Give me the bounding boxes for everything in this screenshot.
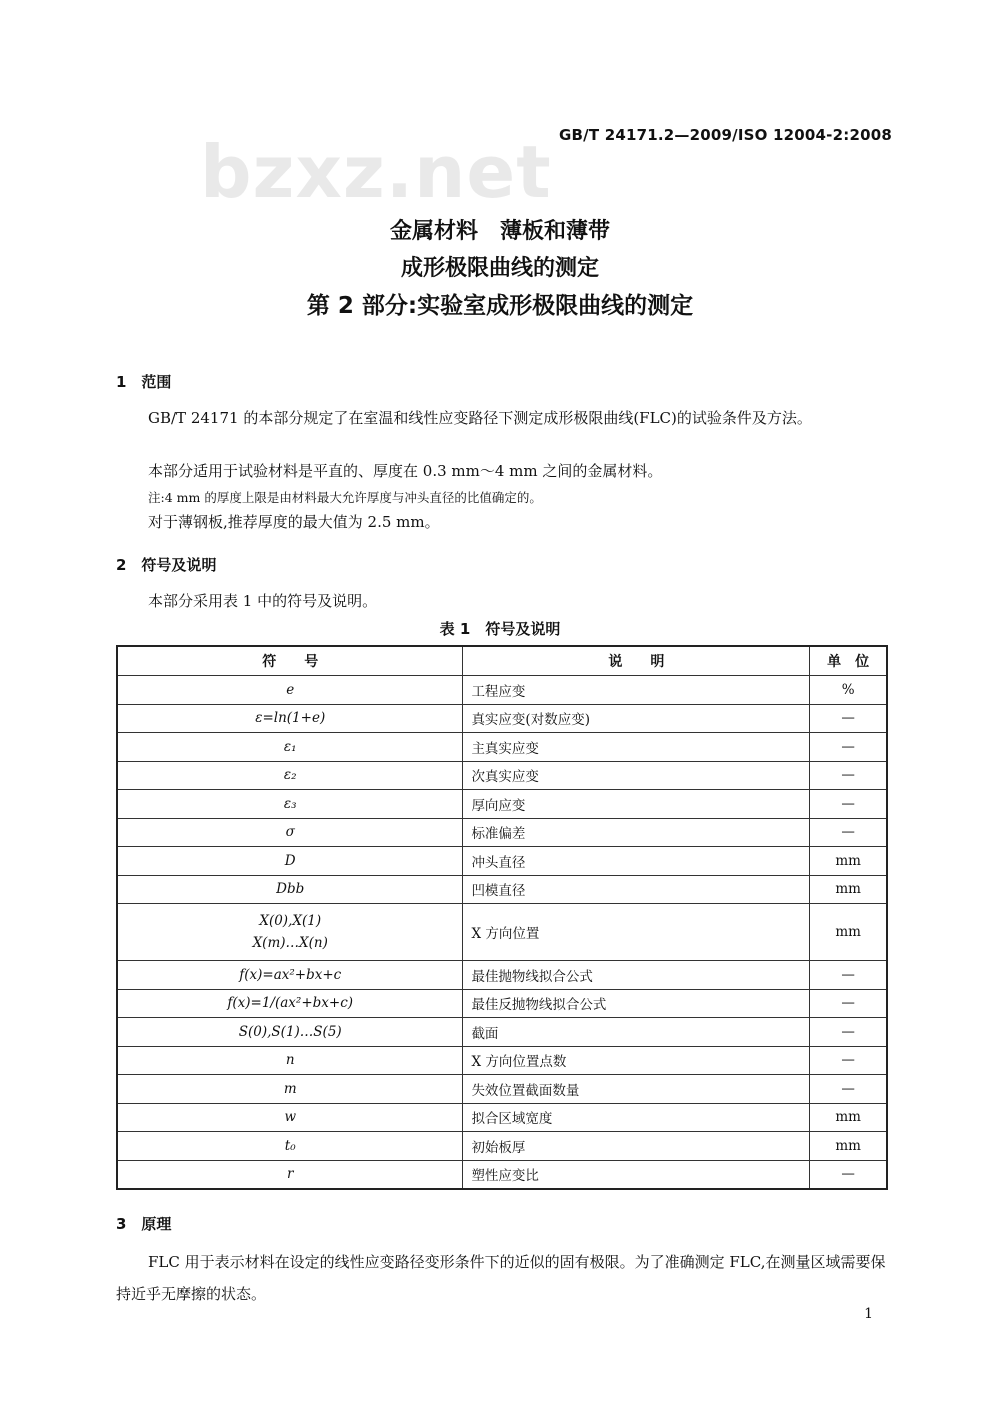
- section-1-paragraph-2: 本部分适用于试验材料是平直的、厚度在 0.3 mm～4 mm 之间的金属材料。: [148, 462, 663, 480]
- description-cell: 拟合区域宽度: [463, 1103, 810, 1132]
- description-cell: X 方向位置点数: [463, 1046, 810, 1075]
- symbol-cell: n: [117, 1046, 463, 1075]
- section-3-paragraph-1: FLC 用于表示材料在设定的线性应变路径变形条件下的近似的固有极限。为了准确测定 FLC,在测量区域需要保持近乎无摩擦的状态。: [116, 1253, 886, 1303]
- table-row: [117, 989, 887, 1018]
- section-2-heading: 2 符号及说明: [116, 556, 217, 574]
- description-cell: 初始板厚: [463, 1132, 810, 1161]
- symbol-cell: S(0),S(1)…S(5): [117, 1018, 463, 1047]
- table-row: [117, 961, 887, 990]
- description-cell: 标准偏差: [463, 818, 810, 847]
- table-header-row: [117, 646, 887, 676]
- description-cell: 主真实应变: [463, 733, 810, 762]
- table-row: [117, 875, 887, 904]
- unit-cell: —: [810, 704, 887, 733]
- page-number: 1: [864, 1306, 873, 1322]
- table-row: [117, 790, 887, 819]
- symbol-cell: ε₃: [117, 790, 463, 819]
- description-cell: X 方向位置: [463, 904, 810, 961]
- header-description: 说 明: [463, 646, 810, 676]
- symbol-line: X(m)…X(n): [252, 935, 328, 951]
- unit-cell: mm: [810, 904, 887, 961]
- table-body: [117, 676, 887, 1190]
- symbol-cell: D: [117, 847, 463, 876]
- table-row: [117, 1103, 887, 1132]
- symbol-cell: ε₂: [117, 761, 463, 790]
- header-unit: 单 位: [810, 646, 887, 676]
- section-1-paragraph-3: 对于薄钢板,推荐厚度的最大值为 2.5 mm。: [148, 513, 440, 531]
- unit-cell: —: [810, 1075, 887, 1104]
- description-cell: 最佳反抛物线拟合公式: [463, 989, 810, 1018]
- symbol-cell: σ: [117, 818, 463, 847]
- unit-cell: mm: [810, 1103, 887, 1132]
- unit-cell: —: [810, 961, 887, 990]
- description-cell: 工程应变: [463, 676, 810, 705]
- table-row: [117, 1075, 887, 1104]
- section-3-heading: 3 原理: [116, 1215, 172, 1233]
- unit-cell: —: [810, 989, 887, 1018]
- description-cell: 凹模直径: [463, 875, 810, 904]
- symbol-cell: Dbb: [117, 875, 463, 904]
- unit-cell: —: [810, 1160, 887, 1189]
- symbol-line: X(0),X(1): [259, 913, 322, 929]
- table-row: [117, 904, 887, 961]
- description-cell: 最佳抛物线拟合公式: [463, 961, 810, 990]
- table-row: [117, 1018, 887, 1047]
- symbol-cell: [117, 904, 463, 961]
- unit-cell: mm: [810, 847, 887, 876]
- description-cell: 塑性应变比: [463, 1160, 810, 1189]
- title-line-2: 成形极限曲线的测定: [400, 256, 599, 281]
- description-cell: 次真实应变: [463, 761, 810, 790]
- unit-cell: mm: [810, 875, 887, 904]
- watermark: bzxz.net: [200, 130, 552, 214]
- description-cell: 截面: [463, 1018, 810, 1047]
- unit-cell: —: [810, 761, 887, 790]
- title-line-1: 金属材料 薄板和薄带: [389, 219, 610, 244]
- header-symbol: 符 号: [117, 646, 463, 676]
- standard-code: GB/T 24171.2—2009/ISO 12004-2:2008: [559, 126, 892, 144]
- section-1-paragraph-1: GB/T 24171 的本部分规定了在室温和线性应变路径下测定成形极限曲线(FLC)的试验条件及方法。: [148, 409, 812, 427]
- description-cell: 失效位置截面数量: [463, 1075, 810, 1104]
- table-row: [117, 761, 887, 790]
- table-row: [117, 847, 887, 876]
- symbol-cell: ε=ln(1+e): [117, 704, 463, 733]
- section-1-note: 注:4 mm 的厚度上限是由材料最大允许厚度与冲头直径的比值确定的。: [148, 490, 542, 505]
- unit-cell: —: [810, 790, 887, 819]
- table-row: [117, 704, 887, 733]
- unit-cell: —: [810, 733, 887, 762]
- symbol-cell: t₀: [117, 1132, 463, 1161]
- unit-cell: —: [810, 1046, 887, 1075]
- description-cell: 厚向应变: [463, 790, 810, 819]
- symbol-cell: w: [117, 1103, 463, 1132]
- symbols-table: [116, 645, 888, 1190]
- title-line-3: 第 2 部分:实验室成形极限曲线的测定: [306, 293, 694, 319]
- table-title: 表 1 符号及说明: [439, 620, 561, 638]
- table-row: [117, 733, 887, 762]
- section-2-paragraph-1: 本部分采用表 1 中的符号及说明。: [148, 592, 378, 610]
- unit-cell: —: [810, 1018, 887, 1047]
- table-row: [117, 818, 887, 847]
- table-row: [117, 676, 887, 705]
- symbol-cell: m: [117, 1075, 463, 1104]
- description-cell: 冲头直径: [463, 847, 810, 876]
- symbol-cell: r: [117, 1160, 463, 1189]
- symbol-cell: ε₁: [117, 733, 463, 762]
- symbol-cell: e: [117, 676, 463, 705]
- description-cell: 真实应变(对数应变): [463, 704, 810, 733]
- table-row: [117, 1046, 887, 1075]
- table-row: [117, 1160, 887, 1189]
- symbol-cell: f(x)=1/(ax²+bx+c): [117, 989, 463, 1018]
- unit-cell: —: [810, 818, 887, 847]
- section-1-heading: 1 范围: [116, 373, 172, 391]
- table-row: [117, 1132, 887, 1161]
- unit-cell: mm: [810, 1132, 887, 1161]
- symbol-cell: f(x)=ax²+bx+c: [117, 961, 463, 990]
- unit-cell: %: [810, 676, 887, 705]
